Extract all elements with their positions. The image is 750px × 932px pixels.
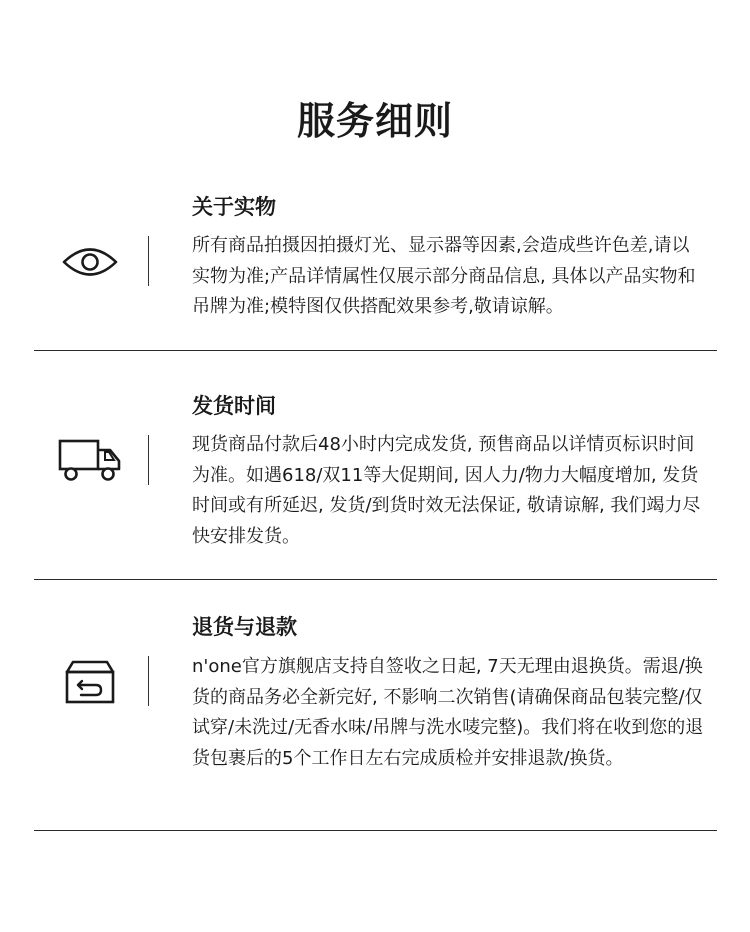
truck-icon	[58, 432, 122, 488]
section-body: 所有商品拍摄因拍摄灯光、显示器等因素,会造成些许色差,请以实物为准;产品详情属性仅展示部分商品信息, 具体以产品实物和吊牌为准;模特图仅供搭配效果参考,敬请谅解。	[192, 235, 696, 317]
section-body: 现货商品付款后48小时内完成发货, 预售商品以详情页标识时间为准。如遇618/双11等大促期间, 因人力/物力大幅度增加, 发货时间或有所延迟, 发货/到货时效无法保证, 敬请谅解, 我们竭力尽快安排发货。	[192, 434, 701, 547]
return-box-icon	[58, 654, 122, 710]
page-title: 服务细则	[296, 99, 453, 143]
eye-icon	[58, 234, 122, 290]
section-body: n'one官方旗舰店支持自签收之日起, 7天无理由退换货。需退/换货的商品务必全新完好, 不影响二次销售(请确保商品包装完整/仅试穿/未洗过/无香水味/吊牌与洗水唛完整)。我们将在收到您的退货包裹后的5个工作日左右完成质检并安排退款/换货。	[192, 656, 704, 769]
divider	[34, 579, 717, 580]
divider	[34, 350, 717, 351]
section-title: 关于实物	[192, 195, 276, 219]
divider	[34, 830, 717, 831]
separator-line	[148, 435, 149, 485]
section-title: 退货与退款	[192, 615, 297, 639]
separator-line	[148, 236, 149, 286]
separator-line	[148, 656, 149, 706]
section-title: 发货时间	[192, 394, 276, 418]
